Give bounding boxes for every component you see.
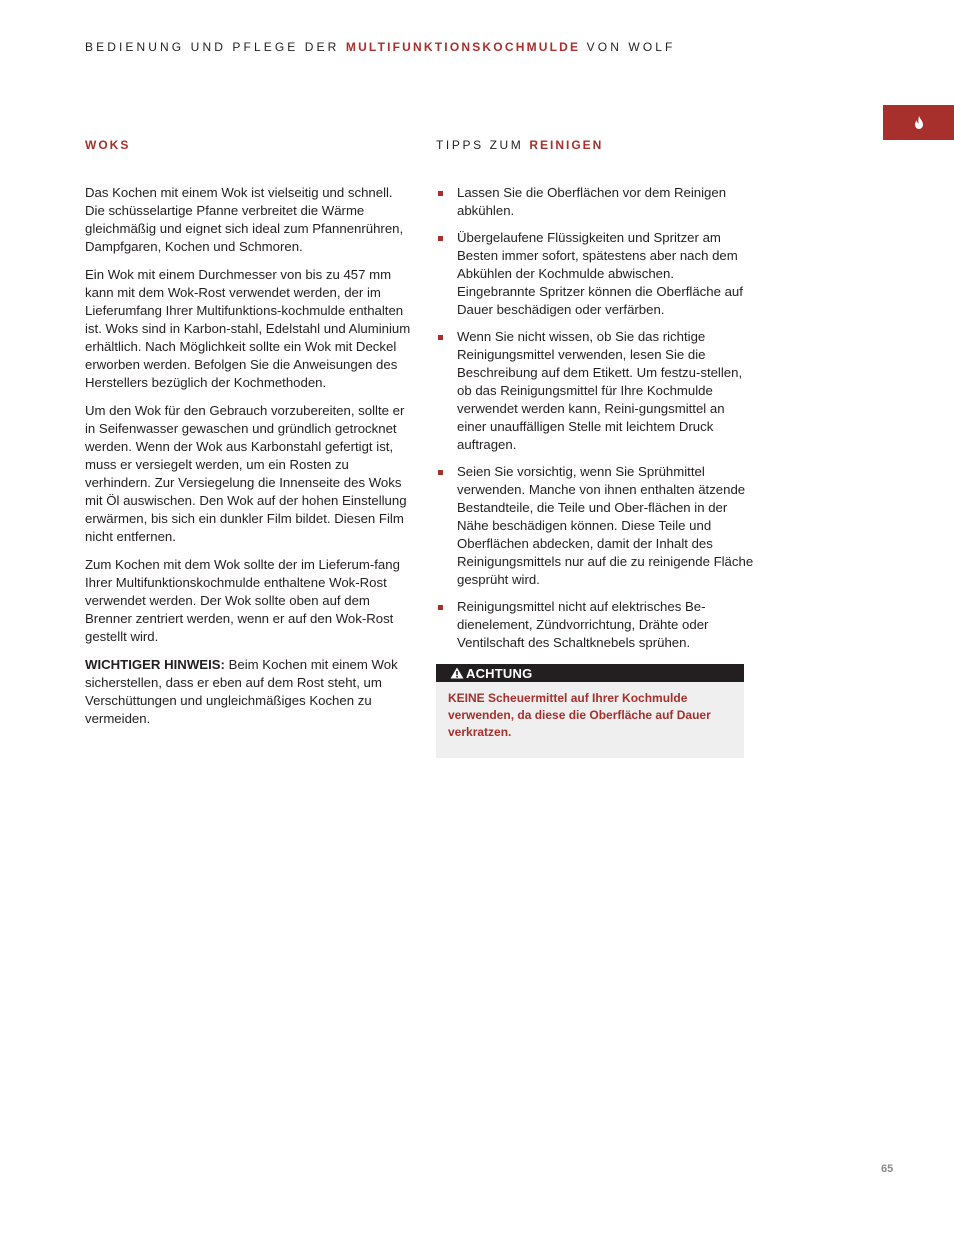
woks-title: WOKS bbox=[85, 138, 131, 152]
list-item bbox=[436, 463, 756, 589]
tip-text: Seien Sie vorsichtig, wenn Sie Sprühmittel verwenden. Manche von ihnen enthalten ätzende Bestandteile, die Teile und Ober-flächen in der Nähe beschädigen können. Diese Teile und Oberflächen abdecken, damit der Inhalt des Reinigungsmittels nur auf die zu reinigende Fläche gesprüht wird. bbox=[457, 464, 754, 587]
bullet-square-icon bbox=[438, 470, 443, 475]
list-item bbox=[436, 229, 756, 319]
list-item bbox=[436, 328, 756, 454]
page-number: 65 bbox=[881, 1163, 894, 1175]
flame-icon bbox=[914, 116, 924, 129]
tips-title bbox=[436, 138, 756, 155]
important-note bbox=[85, 656, 415, 728]
tips-column bbox=[436, 138, 756, 758]
warning-box bbox=[436, 664, 744, 758]
woks-paragraph-1: Das Kochen mit einem Wok ist vielseitig und schnell. Die schüsselartige Pfanne verbreitet die Wärme gleichmäßig und eignet sich ideal zum Pfannenrühren, Dampfgaren, Kochen und Schmoren. bbox=[85, 185, 404, 254]
important-note-label: WICHTIGER HINWEIS: bbox=[85, 657, 225, 672]
tips-list bbox=[436, 184, 756, 652]
woks-column bbox=[85, 138, 415, 738]
warning-triangle-icon bbox=[450, 667, 464, 679]
warning-header bbox=[436, 664, 744, 682]
tips-title-prefix: TIPPS ZUM bbox=[436, 138, 524, 152]
tip-text: Wenn Sie nicht wissen, ob Sie das richtige Reinigungsmittel verwenden, lesen Sie die Beschreibung auf dem Etikett. Um festzu-stellen, ob das Reinigungsmittel für Ihre Kochmulde verwendet werden kann, Reini-gungsmittel an einer unauffälligen Stelle mit leichtem Druck auftragen. bbox=[457, 329, 743, 452]
header-accent: MULTIFUNKTIONSKOCHMULDE bbox=[345, 40, 581, 54]
woks-paragraph-3: Um den Wok für den Gebrauch vorzubereiten, sollte er in Seifenwasser gewaschen und gründlich getrocknet werden. Wenn der Wok aus Karbonstahl gefertigt ist, muss er versiegelt werden, um ein Rosten zu verhindern. Zur Versiegelung die Innenseite des Woks mit Öl auswischen. Den Wok auf der hohen Einstellung erwärmen, bis sich ein dunkler Film bildet. Diesen Film nicht entfernen. bbox=[85, 403, 407, 544]
list-item bbox=[436, 184, 756, 220]
tip-text: Reinigungsmittel nicht auf elektrisches Be-dienelement, Zündvorrichtung, Drähte oder Ventilschaft des Schaltknebels sprühen. bbox=[457, 599, 709, 650]
warning-text: KEINE Scheuermittel auf Ihrer Kochmulde verwenden, da diese die Oberfläche auf Dauer verkratzen. bbox=[448, 691, 711, 739]
woks-paragraph-2: Ein Wok mit einem Durchmesser von bis zu 457 mm kann mit dem Wok-Rost verwendet werden, der im Lieferumfang Ihrer Multifunktions-kochmulde enthalten ist. Woks sind in Karbon-stahl, Edelstahl und Aluminium erhältlich. Nach Möglichkeit sollte ein Wok mit Deckel erworben werden. Befolgen Sie die Anweisungen des Herstellers bezüglich der Kochmethoden. bbox=[85, 267, 411, 390]
bullet-square-icon bbox=[438, 236, 443, 241]
tips-title-accent: REINIGEN bbox=[529, 138, 604, 152]
header-suffix: VON WOLF bbox=[586, 40, 676, 54]
woks-paragraph-4: Zum Kochen mit dem Wok sollte der im Lieferum-fang Ihrer Multifunktionskochmulde enthaltene Wok-Rost verwendet werden. Der Wok sollte oben auf dem Brenner zentriert werden, wenn er auf den Wok-Rost gestellt wird. bbox=[85, 557, 400, 644]
tip-text: Übergelaufene Flüssigkeiten und Spritzer am Besten immer sofort, spätestens aber nach dem Abkühlen der Kochmulde abwischen. Eingebrannte Spritzer können die Oberfläche auf Dauer beschädigen oder verfärben. bbox=[457, 230, 743, 317]
tip-text: Lassen Sie die Oberflächen vor dem Reinigen abkühlen. bbox=[457, 185, 727, 218]
warning-label: ACHTUNG bbox=[466, 665, 533, 681]
section-tab bbox=[883, 105, 954, 140]
list-item bbox=[436, 598, 756, 652]
header-prefix: BEDIENUNG UND PFLEGE DER bbox=[85, 40, 340, 54]
important-note-text: Beim Kochen mit einem Wok sicherstellen, dass er eben auf dem Rost steht, um Verschüttungen und ungleichmäßiges Kochen zu vermeiden. bbox=[85, 657, 398, 726]
running-header bbox=[85, 40, 675, 54]
bullet-square-icon bbox=[438, 335, 443, 340]
bullet-square-icon bbox=[438, 605, 443, 610]
bullet-square-icon bbox=[438, 191, 443, 196]
